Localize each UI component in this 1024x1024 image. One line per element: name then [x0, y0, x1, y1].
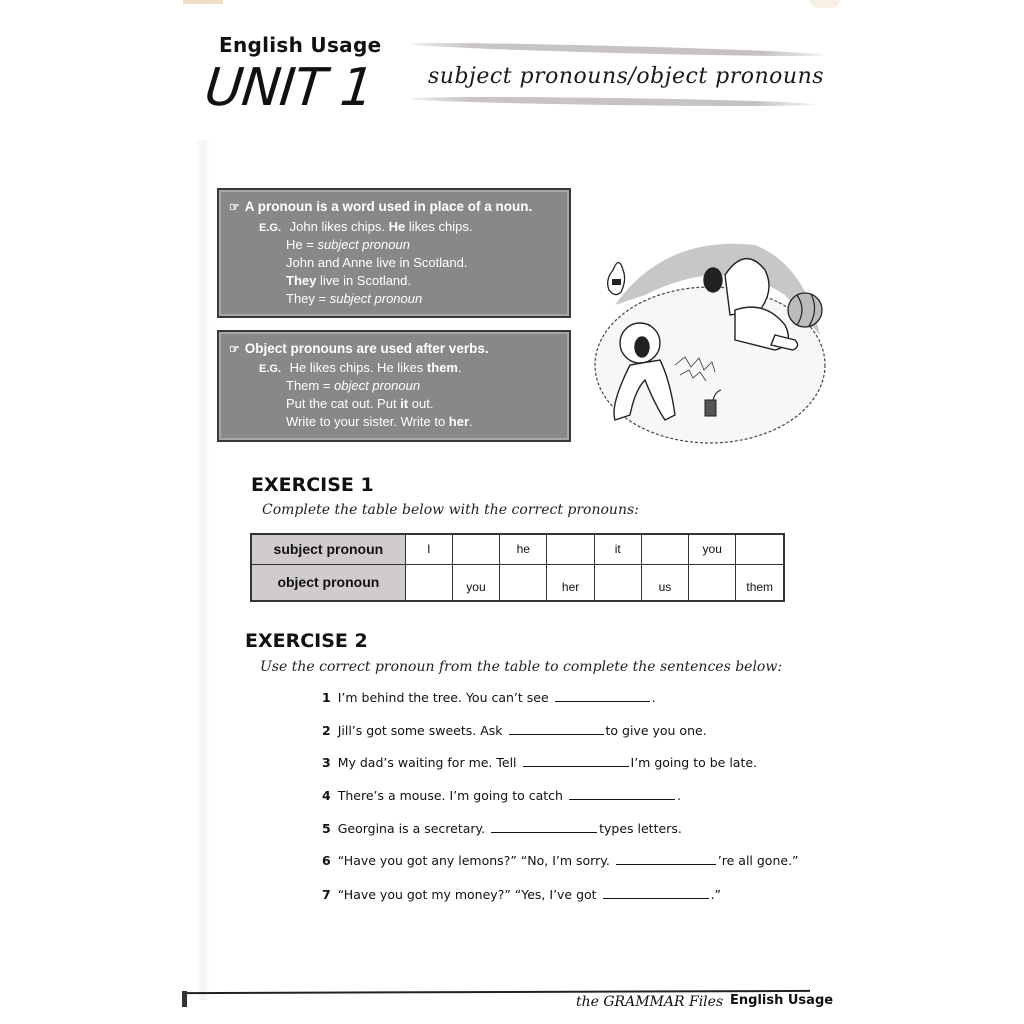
rule-box-object-pronoun — [217, 330, 571, 442]
table-cell[interactable] — [689, 564, 736, 601]
eg-label: E.G. — [259, 363, 282, 375]
brush-stroke-decoration — [410, 41, 825, 59]
table-cell[interactable]: I — [405, 534, 452, 564]
ball-icon — [788, 293, 822, 327]
table-cell[interactable] — [594, 564, 641, 601]
table-cell[interactable]: them — [736, 564, 784, 601]
rule-heading-text: Object pronouns are used after verbs. — [244, 341, 489, 356]
table-cell[interactable] — [547, 534, 594, 564]
pronoun-table — [250, 533, 785, 602]
brush-stroke-decoration — [410, 95, 815, 108]
exercise-1-title: EXERCISE 1 — [251, 474, 374, 496]
row-header: subject pronoun — [251, 534, 405, 564]
rule-heading-text: A pronoun is a word used in place of a noun. — [244, 199, 533, 214]
table-cell[interactable] — [736, 534, 784, 564]
table-cell[interactable]: it — [594, 534, 641, 564]
example-text: He likes chips. He likes them. — [289, 360, 462, 375]
table-cell[interactable]: he — [500, 534, 547, 564]
exercise-sentence: 5 Georgina is a secretary. types letters. — [322, 821, 682, 836]
table-cell[interactable]: you — [452, 564, 499, 601]
table-cell[interactable]: her — [547, 564, 594, 601]
answer-blank[interactable] — [523, 755, 629, 767]
rule-box-pronoun — [217, 188, 571, 318]
example-line: Put the cat out. Put it out. — [286, 396, 434, 411]
exercise-sentence: 1 I’m behind the tree. You can’t see . — [322, 690, 656, 705]
exercise-1-instruction: Complete the table below with the correct pronouns: — [262, 502, 639, 518]
table-row-object — [251, 564, 784, 601]
exercise-sentence: 4 There’s a mouse. I’m going to catch . — [322, 788, 681, 803]
pointing-hand-icon: ☞ — [229, 200, 239, 214]
table-cell[interactable] — [641, 534, 688, 564]
answer-blank[interactable] — [555, 690, 650, 702]
cartoon-illustration — [585, 215, 830, 460]
pointing-hand-icon: ☞ — [229, 342, 239, 356]
answer-blank[interactable] — [616, 853, 716, 865]
answer-blank[interactable] — [509, 723, 604, 735]
table-cell[interactable] — [452, 534, 499, 564]
eg-label: E.G. — [259, 222, 282, 234]
footer-section-label: English Usage — [730, 993, 834, 1008]
unit-title: UNIT 1 — [201, 58, 376, 118]
table-row-subject — [251, 534, 784, 564]
page-fold-shadow — [196, 140, 210, 1000]
topic-title: subject pronouns/object pronouns — [428, 64, 825, 89]
answer-blank[interactable] — [603, 887, 709, 899]
page-edge-tint — [183, 0, 223, 4]
example-line: Write to your sister. Write to her. — [286, 414, 473, 429]
exercise-sentence: 2 Jill’s got some sweets. Ask to give you one. — [322, 723, 707, 738]
example-line: John and Anne live in Scotland. — [286, 255, 468, 270]
rule-heading — [229, 340, 489, 359]
skittle-icon — [608, 263, 625, 295]
footer-tab-marker — [182, 991, 187, 1007]
example-text: John likes chips. He likes chips. — [289, 219, 473, 234]
table-cell[interactable]: us — [641, 564, 688, 601]
example-line — [259, 218, 472, 238]
example-line: Them = object pronoun — [286, 378, 421, 393]
exercise-sentence: 6 “Have you got any lemons?” “No, I’m sorry. ’re all gone.” — [322, 853, 799, 868]
example-line: They live in Scotland. — [286, 273, 412, 288]
answer-blank[interactable] — [569, 788, 675, 800]
example-line — [259, 359, 462, 379]
table-cell[interactable] — [405, 564, 452, 601]
exercise-2-title: EXERCISE 2 — [245, 630, 368, 652]
footer-brand: the GRAMMAR Files — [576, 994, 724, 1010]
example-line: He = subject pronoun — [286, 237, 410, 252]
exercise-2-instruction: Use the correct pronoun from the table to complete the sentences below: — [260, 659, 783, 675]
example-line: They = subject pronoun — [286, 291, 423, 306]
exercise-sentence: 3 My dad’s waiting for me. Tell I’m going to be late. — [322, 755, 758, 770]
answer-blank[interactable] — [491, 821, 597, 833]
rule-heading — [229, 198, 532, 217]
table-cell[interactable]: you — [689, 534, 736, 564]
table-cell[interactable] — [500, 564, 547, 601]
book-section-label: English Usage — [219, 33, 382, 57]
page-edge-tint — [810, 0, 840, 8]
exercise-sentence: 7 “Have you got my money?” “Yes, I’ve got .” — [322, 887, 722, 902]
row-header: object pronoun — [251, 564, 405, 601]
